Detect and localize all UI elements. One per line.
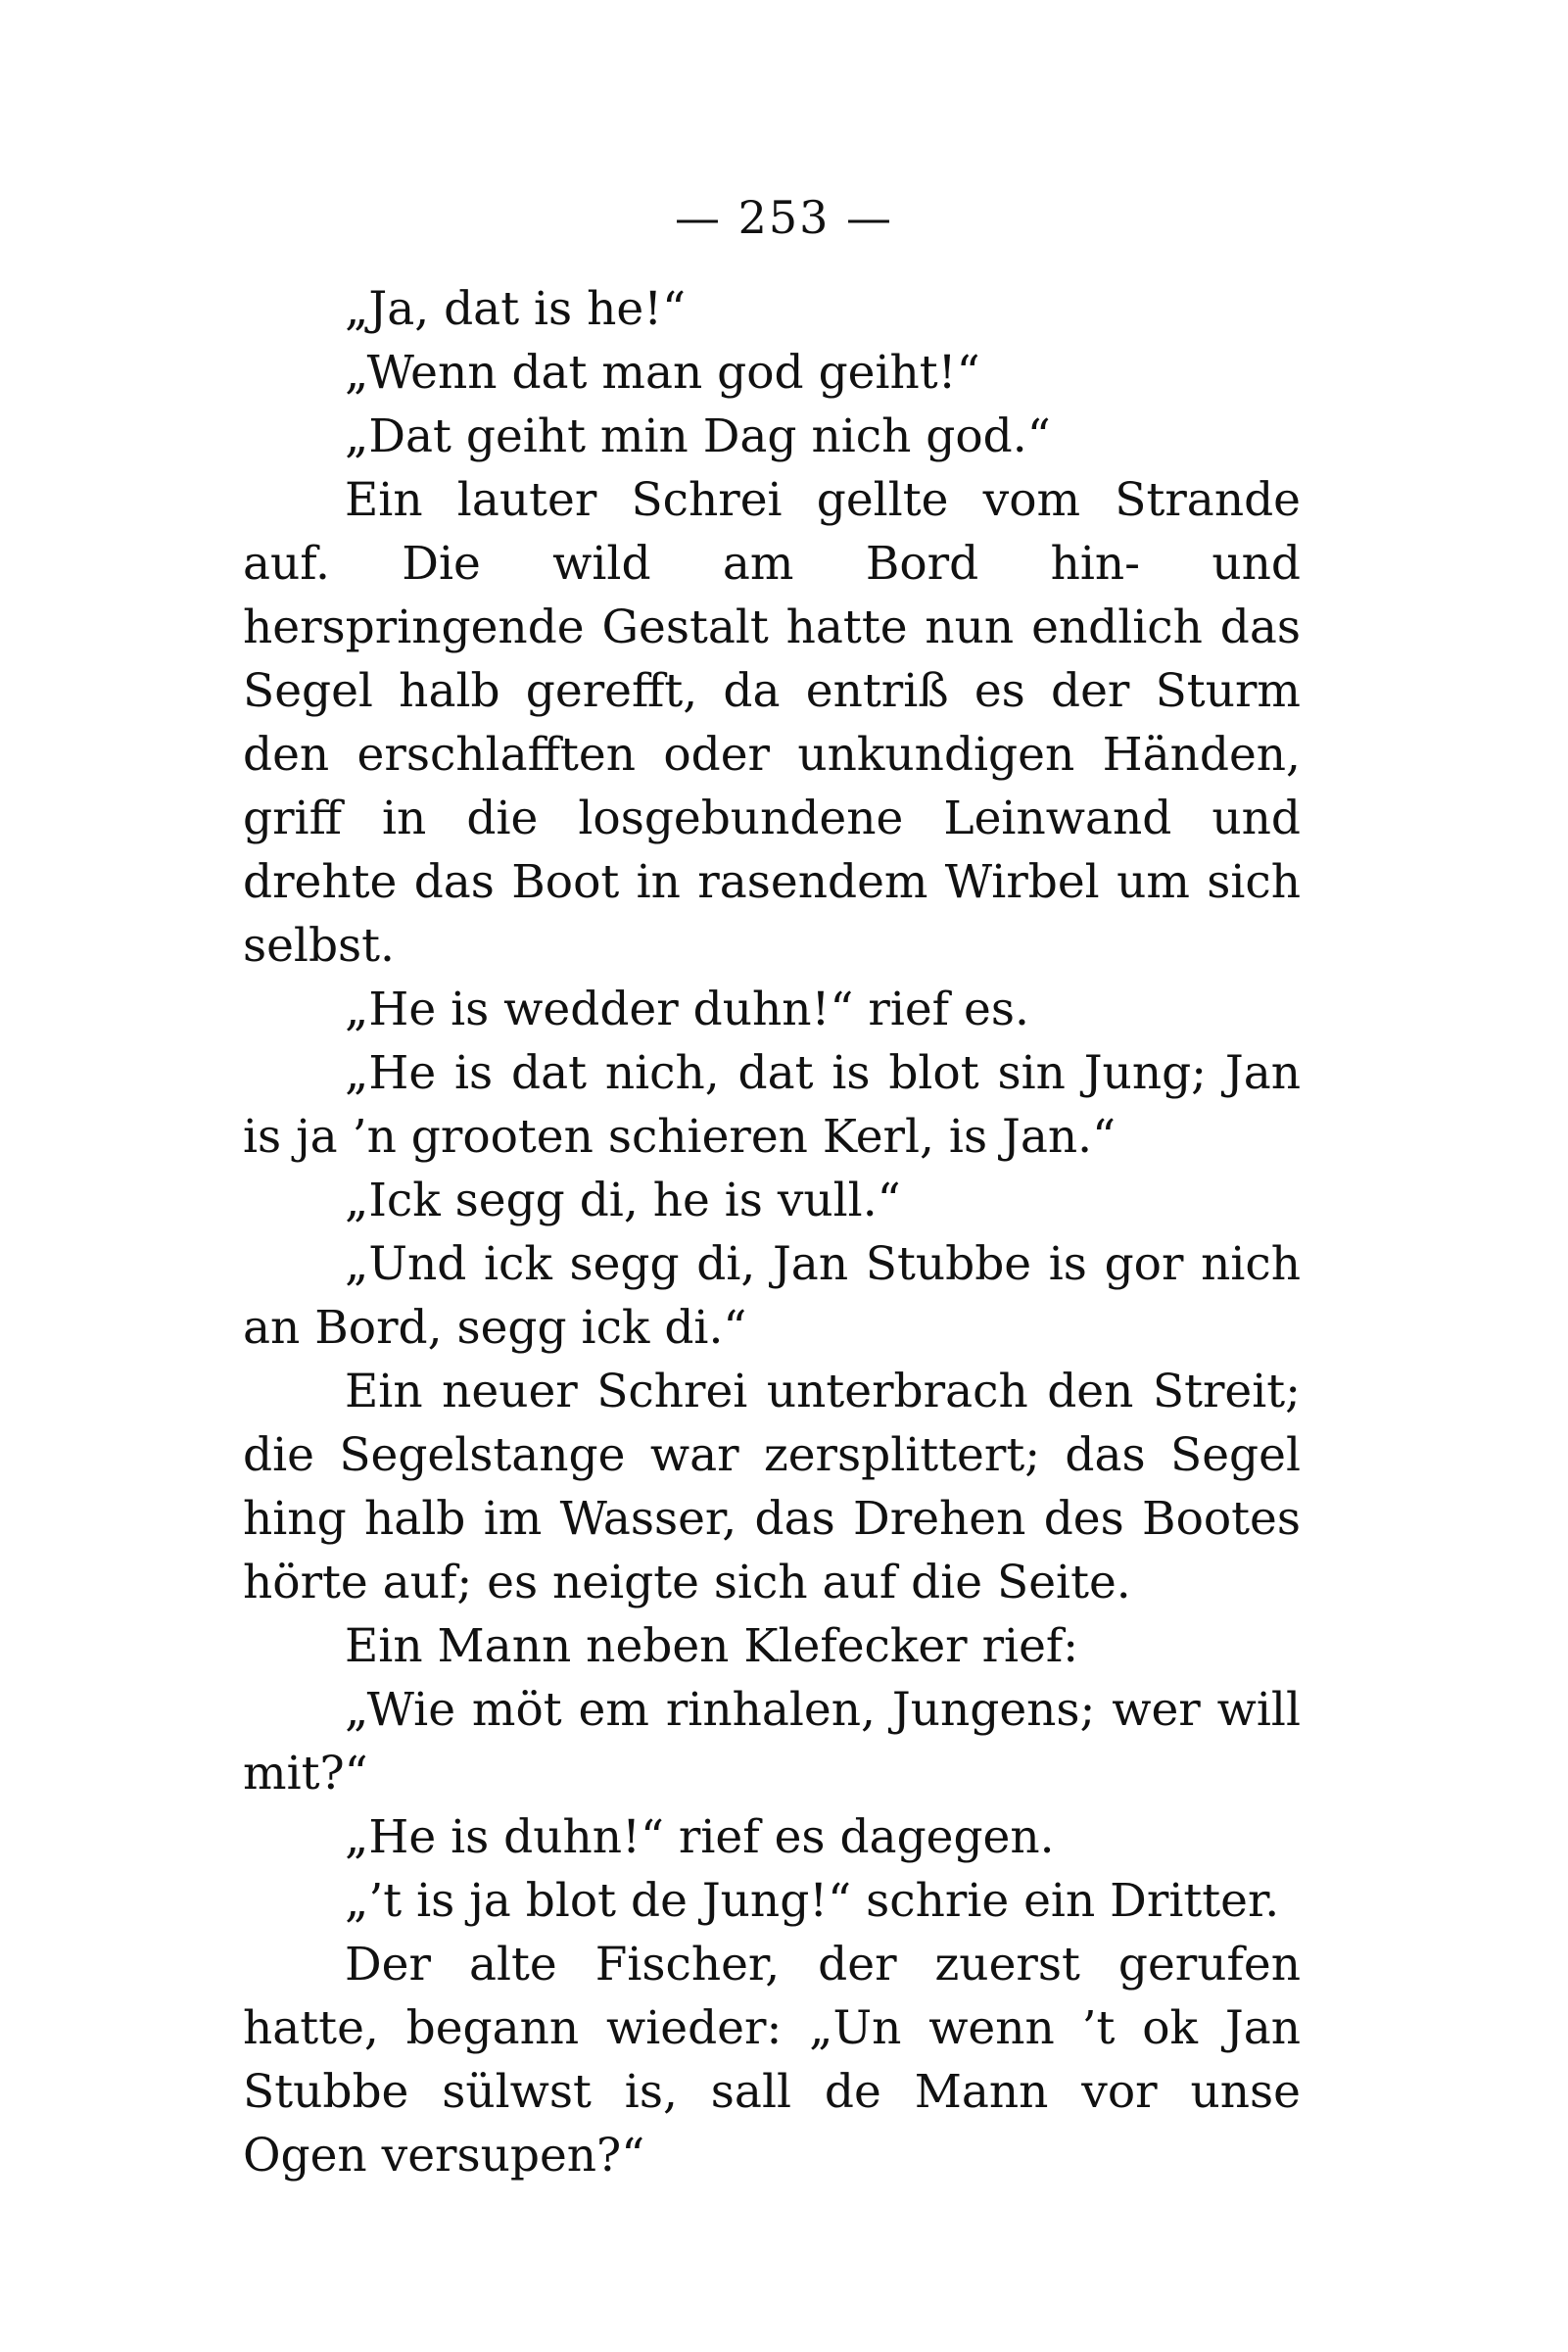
paragraph: „Ja, dat is he!“ [345,282,687,336]
paragraph: „Wenn dat man god geiht!“ [345,346,980,400]
paragraph: Ein Mann neben Klefecker rief: [345,1619,1079,1673]
paragraph: „He is dat nich, dat is blot sin Jung; Jan is ja ’n grooten schieren Kerl, is Jan.“ [243,1046,1301,1164]
paragraph: Ein neuer Schrei unterbrach den Streit; die Segelstange war zersplittert; das Segel hing halb im Wasser, das Drehen des Bootes hörte auf; es neigte sich auf die Seite. [243,1365,1301,1609]
body-text [243,277,1301,2187]
paragraph: „’t is ja blot de Jung!“ schrie ein Dritter. [345,1874,1280,1928]
paragraph: „Wie möt em rinhalen, Jungens; wer will mit?“ [243,1683,1301,1800]
page-number: — 253 — [674,191,894,244]
paragraph: „Ick segg di, he is vull.“ [345,1174,901,1227]
paragraph: „Dat geiht min Dag nich god.“ [345,409,1051,463]
paragraph: „He is duhn!“ rief es dagegen. [345,1810,1055,1864]
paragraph: Der alte Fischer, der zuerst gerufen hatte, begann wieder: „Un wenn ’t ok Jan Stubbe sülwst is, sall de Mann vor unse Ogen versupen?“ [243,1938,1301,2183]
paragraph: Ein lauter Schrei gellte vom Strande auf. Die wild am Bord hin- und herspringende Gestalt hatte nun endlich das Segel halb gerefft, da entriß es der Sturm den erschlafften oder unkundigen Händen, griff in die losgebundene Leinwand und drehte das Boot in rasendem Wirbel um sich selbst. [243,473,1301,973]
paragraph: „He is wedder duhn!“ rief es. [345,983,1029,1036]
paragraph: „Und ick segg di, Jan Stubbe is gor nich an Bord, segg ick di.“ [243,1237,1301,1355]
